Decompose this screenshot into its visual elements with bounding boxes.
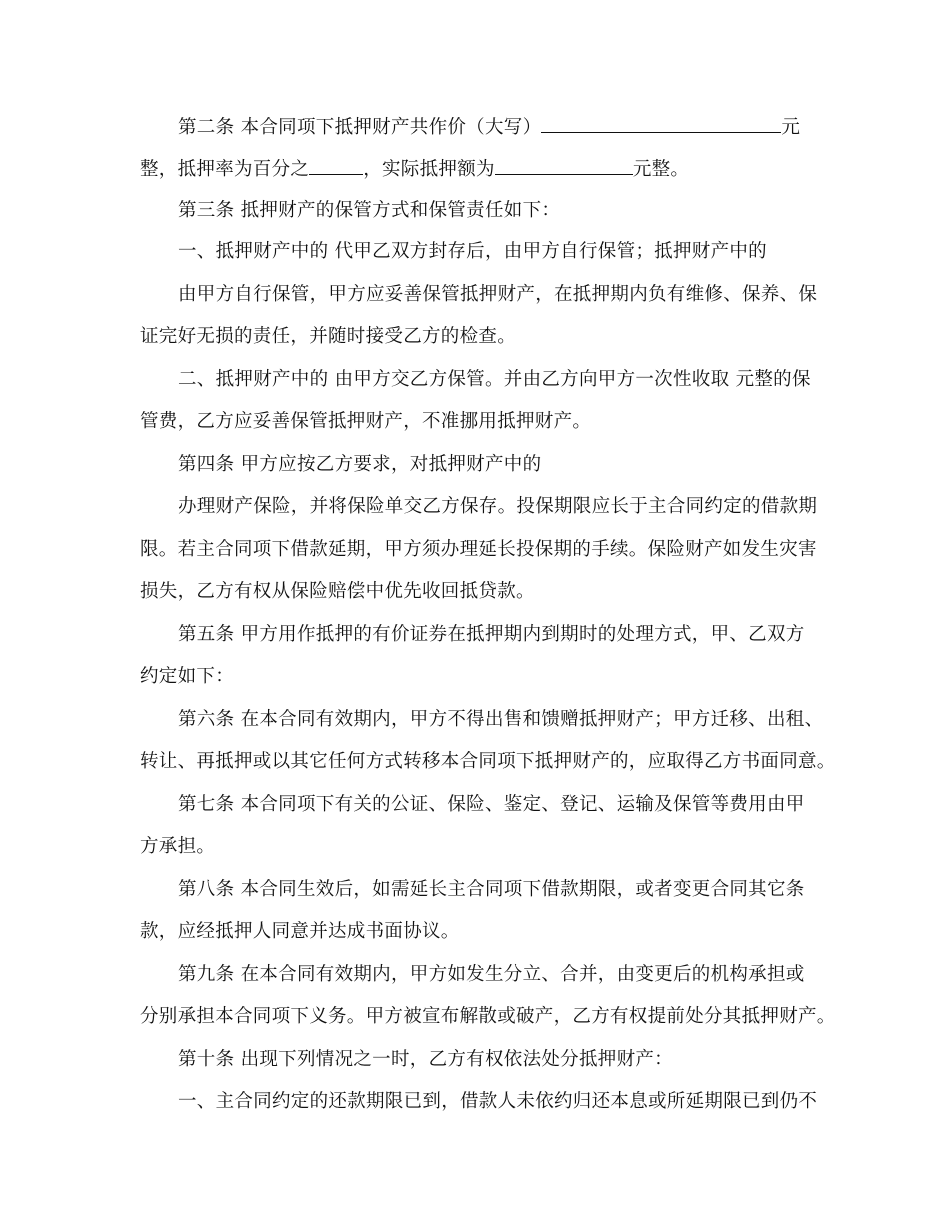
amount-blank[interactable] — [495, 156, 633, 175]
clause-7-line-1: 第七条 本合同项下有关的公证、保险、鉴定、登记、运输及保管等费用由甲 — [178, 794, 805, 815]
clause-5-line-1: 第五条 甲方用作抵押的有价证券在抵押期内到期时的处理方式，甲、乙双方 — [178, 624, 805, 645]
clause-8-line-1: 第八条 本合同生效后，如需延长主合同项下借款期限，或者变更合同其它条 — [178, 879, 805, 900]
clause-3-item-2-line-1: 二、抵押财产中的 由甲方交乙方保管。并由乙方向甲方一次性收取 元整的保 — [178, 369, 811, 390]
clause-6-line-1: 第六条 在本合同有效期内，甲方不得出售和馈赠抵押财产；甲方迁移、出租、 — [178, 709, 824, 730]
clause-2-line-2: 整，抵押率为百分之 ，实际抵押额为 元整。 — [140, 156, 689, 182]
clause-3-heading: 第三条 抵押财产的保管方式和保管责任如下： — [178, 200, 561, 221]
clause-4-line-3: 限。若主合同项下借款延期，甲方须办理延长投保期的手续。保险财产如发生灾害 — [140, 539, 817, 560]
clause-10-heading: 第十条 出现下列情况之一时，乙方有权依法处分抵押财产： — [178, 1049, 673, 1070]
rate-blank[interactable] — [309, 156, 363, 175]
clause-3-item-1-line-3: 证完好无损的责任，并随时接受乙方的检查。 — [140, 326, 517, 347]
clause-4-line-2: 办理财产保险，并将保险单交乙方保存。投保期限应长于主合同约定的借款期 — [178, 496, 818, 517]
clause-7-line-2: 方承担。 — [140, 836, 216, 857]
clause-9-line-2: 分别承担本合同项下义务。甲方被宣布解散或破产，乙方有权提前处分其抵押财产。 — [140, 1006, 836, 1027]
clause-5-line-2: 约定如下： — [140, 666, 235, 687]
clause-2-line-1: 第二条 本合同项下抵押财产共作价（大写） 元 — [178, 114, 800, 140]
clause-9-line-1: 第九条 在本合同有效期内，甲方如发生分立、合并，由变更后的机构承担或 — [178, 964, 805, 985]
clause-4-line-4: 损失，乙方有权从保险赔偿中优先收回抵贷款。 — [140, 581, 535, 602]
clause-4-line-1: 第四条 甲方应按乙方要求，对抵押财产中的 — [178, 454, 542, 475]
price-blank[interactable] — [541, 114, 781, 133]
clause-3-item-1-line-1: 一、抵押财产中的 代甲乙双方封存后，由甲方自行保管；抵押财产中的 — [178, 241, 767, 262]
clause-10-item-1-line-1: 一、主合同约定的还款期限已到，借款人未依约归还本息或所延期限已到仍不 — [178, 1091, 818, 1112]
clause-3-item-1-line-2: 由甲方自行保管，甲方应妥善保管抵押财产，在抵押期内负有维修、保养、保 — [178, 284, 818, 305]
clause-3-item-2-line-2: 管费，乙方应妥善保管抵押财产，不准挪用抵押财产。 — [140, 411, 592, 432]
clause-6-line-2: 转让、再抵押或以其它任何方式转移本合同项下抵押财产的，应取得乙方书面同意。 — [140, 751, 836, 772]
clause-8-line-2: 款，应经抵押人同意并达成书面协议。 — [140, 921, 460, 942]
